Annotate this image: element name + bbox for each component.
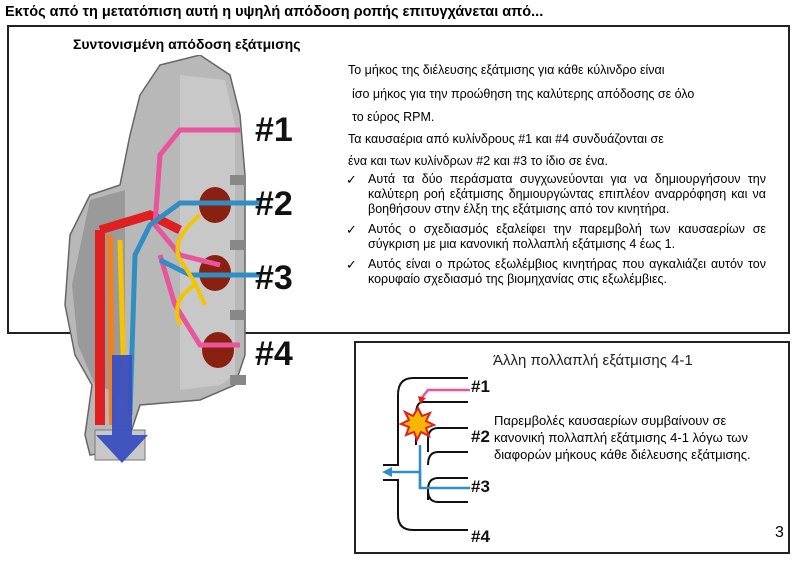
bullet-item [344,257,766,287]
paragraph-line-5: ένα και των κυλίνδρων #2 και #3 το ίδιο σε ένα. [348,154,608,168]
paragraph-line-4: Τα καυσαέρια από κυλίνδρους #1 και #4 συνδυάζονται σε [348,132,664,146]
bullet-item [344,222,766,252]
paragraph-line-3: το εύρος RPM. [352,110,435,124]
bullet-item [344,172,766,217]
inset-label-4: #4 [471,527,490,546]
inset-label-2: #2 [471,427,490,446]
bullet-text: Αυτά τα δύο περάσματα συγχωνεύονται για να δημιουργήσουν την καλύτερη ροή εξάτμισης δημιουργώντας επιπλέον αναρρόφηση και να βοηθήσουν στην έλξη της εξάτμισης από τον κινητήρα. [368,172,766,216]
cylinder-label-4: #4 [255,335,293,373]
check-icon: ✓ [346,222,357,237]
cylinder-label-3: #3 [255,259,293,297]
bullet-list [344,172,766,292]
paragraph-line-1: Το μήκος της διέλευσης εξάτμισης για κάθε κύλινδρο είναι [348,63,665,77]
cylinder-label-1: #1 [255,111,293,149]
bullet-text: Αυτός είναι ο πρώτος εξωλέμβιος κινητήρας που αγκαλιάζει αυτόν τον κορυφαίο σχεδιασμό της βιομηχανίας στις εξωλέμβιες. [368,257,766,286]
bullet-text: Αυτός ο σχεδιασμός εξαλείφει την παρεμβολή των καυσαερίων σε σύγκριση με μια κανονική πολλαπλή εξάτμισης 4 έως 1. [368,222,766,251]
inset-label-1: #1 [471,377,490,396]
conventional-manifold-diagram [378,370,498,550]
inset-description: Παρεμβολές καυσαερίων συμβαίνουν σε κανονική πολλαπλή εξάτμισης 4-1 λόγω των διαφορών μήκους κάθε διέλευσης εξάτμισης. [494,413,751,462]
paragraph-line-2: ίσο μήκος για την προώθηση της καλύτερης απόδοσης σε όλο [352,87,695,101]
cylinder-label-2: #2 [255,185,293,223]
page-number: 3 [775,524,784,541]
section-title: Συντονισμένη απόδοση εξάτμισης [73,36,301,52]
inset-label-3: #3 [471,477,490,496]
check-icon: ✓ [346,257,357,272]
inset-title: Άλλη πολλαπλή εξάτμισης 4-1 [493,352,693,369]
slide-title: Εκτός από τη μετατόπιση αυτή η υψηλή απόδοση ροπής επιτυγχάνεται από... [5,4,544,20]
exhaust-manifold-illustration [30,55,340,475]
check-icon: ✓ [346,172,357,187]
